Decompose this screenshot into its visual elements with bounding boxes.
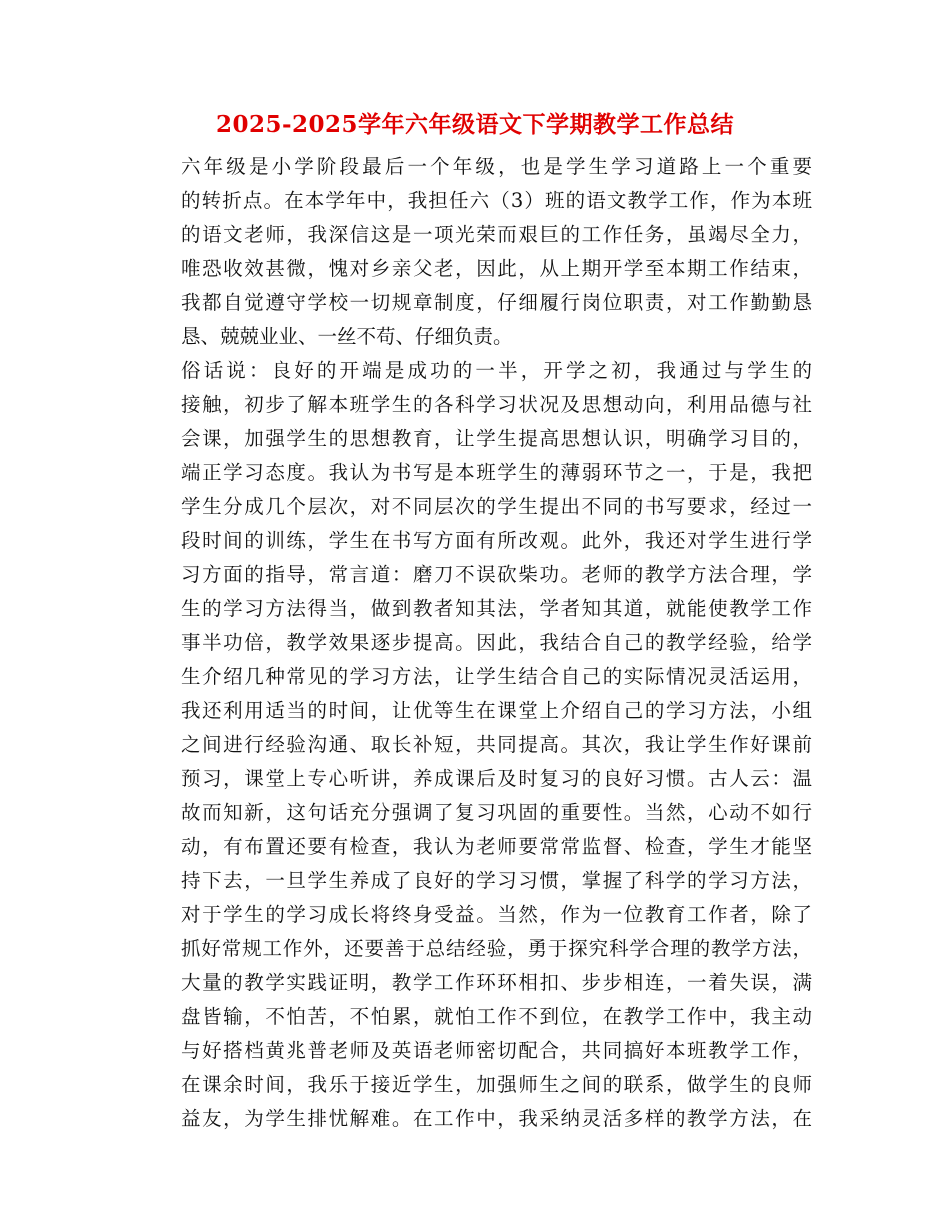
text-line: 的转折点。在本学年中，我担任六（3）班的语文教学工作，作为本班 bbox=[181, 189, 812, 212]
text-line: 我还利用适当的时间，让优等生在课堂上介绍自己的学习方法，小组 bbox=[181, 699, 812, 722]
paragraph-2 bbox=[142, 354, 812, 1136]
text-line: 的语文老师，我深信这是一项光荣而艰巨的工作任务，虽竭尽全力， bbox=[181, 223, 812, 246]
text-line: 六年级是小学阶段最后一个年级，也是学生学习道路上一个重要 bbox=[181, 155, 812, 178]
text-line: 之间进行经验沟通、取长补短，共同提高。其次，我让学生作好课前 bbox=[181, 733, 812, 756]
text-line: 段时间的训练，学生在书写方面有所改观。此外，我还对学生进行学 bbox=[181, 529, 812, 552]
text-line: 故而知新，这句话充分强调了复习巩固的重要性。当然，心动不如行 bbox=[181, 801, 812, 824]
text-line: 习方面的指导，常言道：磨刀不误砍柴功。老师的教学方法合理，学 bbox=[181, 563, 812, 586]
text-line: 预习，课堂上专心听讲，养成课后及时复习的良好习惯。古人云：温 bbox=[181, 767, 812, 790]
text-line: 在课余时间，我乐于接近学生，加强师生之间的联系，做学生的良师 bbox=[181, 1073, 812, 1096]
text-line: 生介绍几种常见的学习方法，让学生结合自己的实际情况灵活运用， bbox=[181, 665, 812, 688]
document-title: 2025-2025学年六年级语文下学期教学工作总结 bbox=[215, 111, 735, 138]
document-body bbox=[142, 150, 812, 1136]
text-line: 生的学习方法得当，做到教者知其法，学者知其道，就能使教学工作 bbox=[181, 597, 812, 620]
text-line: 唯恐收效甚微，愧对乡亲父老，因此，从上期开学至本期工作结束， bbox=[181, 257, 812, 280]
text-line: 大量的教学实践证明，教学工作环环相扣、步步相连，一着失误，满 bbox=[181, 971, 812, 994]
text-line: 我都自觉遵守学校一切规章制度，仔细履行岗位职责，对工作勤勤恳 bbox=[181, 291, 812, 314]
text-line: 事半功倍，教学效果逐步提高。因此，我结合自己的教学经验，给学 bbox=[181, 631, 812, 654]
text-line: 俗话说：良好的开端是成功的一半，开学之初，我通过与学生的 bbox=[181, 359, 812, 382]
text-line: 抓好常规工作外，还要善于总结经验，勇于探究科学合理的教学方法， bbox=[181, 937, 812, 960]
text-line: 对于学生的学习成长将终身受益。当然，作为一位教育工作者，除了 bbox=[181, 903, 812, 926]
text-line: 会课，加强学生的思想教育，让学生提高思想认识，明确学习目的， bbox=[181, 427, 812, 450]
text-line: 动，有布置还要有检查，我认为老师要常常监督、检查，学生才能坚 bbox=[181, 835, 812, 858]
text-line: 益友，为学生排忧解难。在工作中，我采纳灵活多样的教学方法，在 bbox=[181, 1107, 812, 1130]
paragraph-1 bbox=[142, 150, 812, 354]
text-line: 端正学习态度。我认为书写是本班学生的薄弱环节之一，于是，我把 bbox=[181, 461, 812, 484]
text-line: 学生分成几个层次，对不同层次的学生提出不同的书写要求，经过一 bbox=[181, 495, 812, 518]
text-line: 持下去，一旦学生养成了良好的学习习惯，掌握了科学的学习方法， bbox=[181, 869, 812, 892]
text-line: 接触，初步了解本班学生的各科学习状况及思想动向，利用品德与社 bbox=[181, 393, 812, 416]
text-line: 与好搭档黄兆普老师及英语老师密切配合，共同搞好本班教学工作， bbox=[181, 1039, 812, 1062]
text-line: 盘皆输，不怕苦，不怕累，就怕工作不到位，在教学工作中，我主动 bbox=[181, 1005, 812, 1028]
text-line: 恳、兢兢业业、一丝不苟、仔细负责。 bbox=[181, 325, 513, 348]
